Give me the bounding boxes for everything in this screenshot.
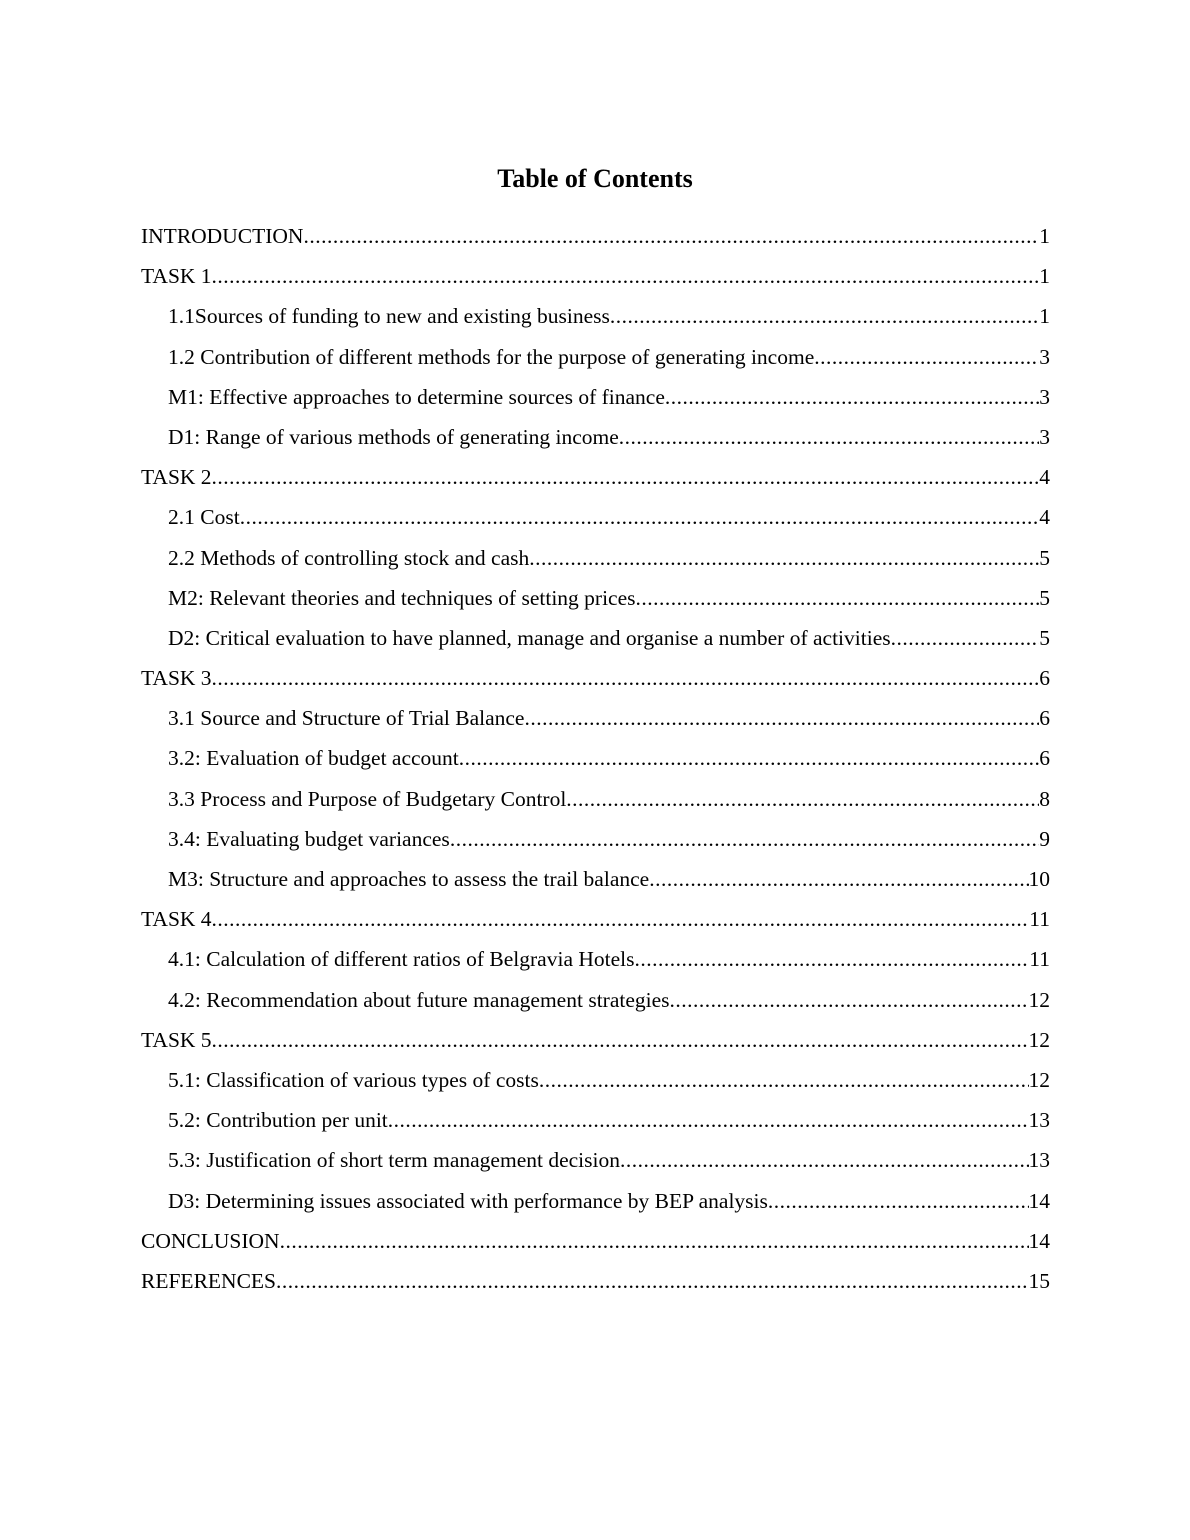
toc-entry-page: 13 [1028,1148,1050,1173]
toc-entry-page: 3 [1039,344,1050,369]
toc-entry-label: 1.1Sources of funding to new and existing business [168,304,610,329]
toc-entry[interactable] [141,779,1050,819]
toc-entry-page: 9 [1039,826,1050,851]
toc-entry[interactable] [141,658,1050,698]
toc-dot-leader [814,337,1039,377]
toc-dot-leader [212,1020,1029,1060]
toc-entry-label: 3.4: Evaluating budget variances [168,826,450,851]
toc-entry-label: D2: Critical evaluation to have planned, manage and organise a number of activities [168,625,891,650]
toc-entry-page: 3 [1039,384,1050,409]
toc-dot-leader [891,618,1040,658]
toc-entry-label: 4.1: Calculation of different ratios of Belgravia Hotels [168,947,635,972]
toc-entry[interactable] [141,256,1050,296]
toc-entry[interactable] [141,738,1050,778]
toc-dot-leader [276,1261,1029,1301]
toc-entry-page: 13 [1028,1108,1050,1133]
toc-entry[interactable] [141,296,1050,336]
toc-dot-leader [212,658,1040,698]
toc-entry-label: CONCLUSION [141,1228,280,1253]
toc-dot-leader [768,1181,1029,1221]
toc-dot-leader [539,1060,1029,1100]
toc-entry[interactable] [141,1100,1050,1140]
toc-entry-page: 11 [1029,947,1050,972]
toc-dot-leader [212,457,1040,497]
toc-entry[interactable] [141,1020,1050,1060]
toc-entry[interactable] [141,216,1050,256]
toc-entry-page: 14 [1028,1188,1050,1213]
toc-entry[interactable] [141,1060,1050,1100]
toc-entry[interactable] [141,538,1050,578]
toc-entry-label: D3: Determining issues associated with performance by BEP analysis [168,1188,768,1213]
toc-entry-page: 5 [1039,545,1050,570]
toc-dot-leader [649,859,1028,899]
toc-heading: Table of Contents [497,164,693,193]
toc-entry-page: 6 [1039,746,1050,771]
toc-entry[interactable] [141,899,1050,939]
toc-entry[interactable] [141,457,1050,497]
toc-entry-label: TASK 1 [141,264,212,289]
toc-entry-label: M3: Structure and approaches to assess the trail balance [168,867,650,891]
toc-dot-leader [303,216,1039,256]
toc-entry[interactable] [141,859,1050,899]
toc-entry-label: TASK 2 [141,465,212,490]
toc-entry-label: 2.1 Cost [168,505,240,530]
toc-entry-label: 5.1: Classification of various types of costs [168,1067,539,1092]
toc-entry-page: 5 [1039,625,1050,650]
toc-entry[interactable] [141,980,1050,1020]
toc-entry-page: 8 [1039,786,1050,811]
toc-entry-label: 1.2 Contribution of different methods for the purpose of generating income [168,344,815,369]
toc-entry[interactable] [141,1221,1050,1261]
toc-entry-page: 4 [1039,465,1050,490]
toc-dot-leader [450,819,1039,859]
toc-dot-leader [620,1140,1029,1180]
toc-list [141,216,1050,1301]
toc-entry-page: 3 [1039,424,1050,449]
toc-entry-label: 5.3: Justification of short term management decision [168,1148,620,1173]
toc-dot-leader [665,377,1039,417]
toc-entry-page: 5 [1039,585,1050,610]
toc-entry-label: TASK 5 [141,1027,212,1052]
toc-entry-label: 3.3 Process and Purpose of Budgetary Control [168,786,567,811]
toc-dot-leader [529,538,1039,578]
toc-entry[interactable] [141,939,1050,979]
toc-entry-label: 3.2: Evaluation of budget account [168,746,459,771]
toc-entry[interactable] [141,337,1050,377]
toc-entry[interactable] [141,417,1050,457]
toc-dot-leader [566,779,1039,819]
toc-entry[interactable] [141,578,1050,618]
toc-entry[interactable] [141,698,1050,738]
toc-entry-label: 3.1 Source and Structure of Trial Balance [168,706,525,731]
toc-dot-leader [280,1221,1029,1261]
toc-dot-leader [240,497,1040,537]
toc-dot-leader [610,296,1039,336]
toc-entry[interactable] [141,377,1050,417]
toc-entry-page: 12 [1028,987,1050,1012]
toc-dot-leader [459,738,1039,778]
toc-entry-page: 12 [1028,1067,1050,1092]
toc-entry-label: TASK 4 [141,907,212,932]
toc-entry[interactable] [141,819,1050,859]
toc-entry-label: INTRODUCTION [141,224,304,248]
toc-entry[interactable] [141,1181,1050,1221]
toc-entry-label: REFERENCES [141,1268,276,1293]
toc-entry-page: 15 [1028,1268,1050,1293]
toc-entry-page: 6 [1039,706,1050,731]
toc-dot-leader [212,899,1030,939]
toc-entry-page: 1 [1039,264,1050,289]
toc-dot-leader [619,417,1039,457]
toc-entry-label: TASK 3 [141,666,212,691]
toc-entry-page: 1 [1039,304,1050,329]
toc-dot-leader [670,980,1029,1020]
toc-entry-page: 11 [1029,907,1050,932]
toc-entry[interactable] [141,497,1050,537]
toc-entry-page: 1 [1039,224,1050,248]
toc-dot-leader [388,1100,1029,1140]
toc-entry[interactable] [141,618,1050,658]
toc-entry-page: 12 [1028,1027,1050,1052]
toc-dot-leader [636,578,1040,618]
toc-entry-label: 5.2: Contribution per unit [168,1108,388,1133]
toc-entry-label: D1: Range of various methods of generating income [168,424,619,449]
toc-entry[interactable] [141,1140,1050,1180]
toc-dot-leader [524,698,1039,738]
toc-entry-label: M1: Effective approaches to determine sources of finance [168,384,665,409]
toc-entry-page: 10 [1028,867,1050,891]
toc-entry-page: 14 [1028,1228,1050,1253]
toc-entry[interactable] [141,1261,1050,1301]
toc-entry-label: 2.2 Methods of controlling stock and cash [168,545,530,570]
toc-dot-leader [212,256,1040,296]
toc-entry-label: 4.2: Recommendation about future management strategies [168,987,670,1012]
toc-entry-page: 4 [1039,505,1050,530]
toc-entry-page: 6 [1039,666,1050,691]
toc-entry-label: M2: Relevant theories and techniques of setting prices [168,585,636,610]
toc-dot-leader [635,939,1030,979]
